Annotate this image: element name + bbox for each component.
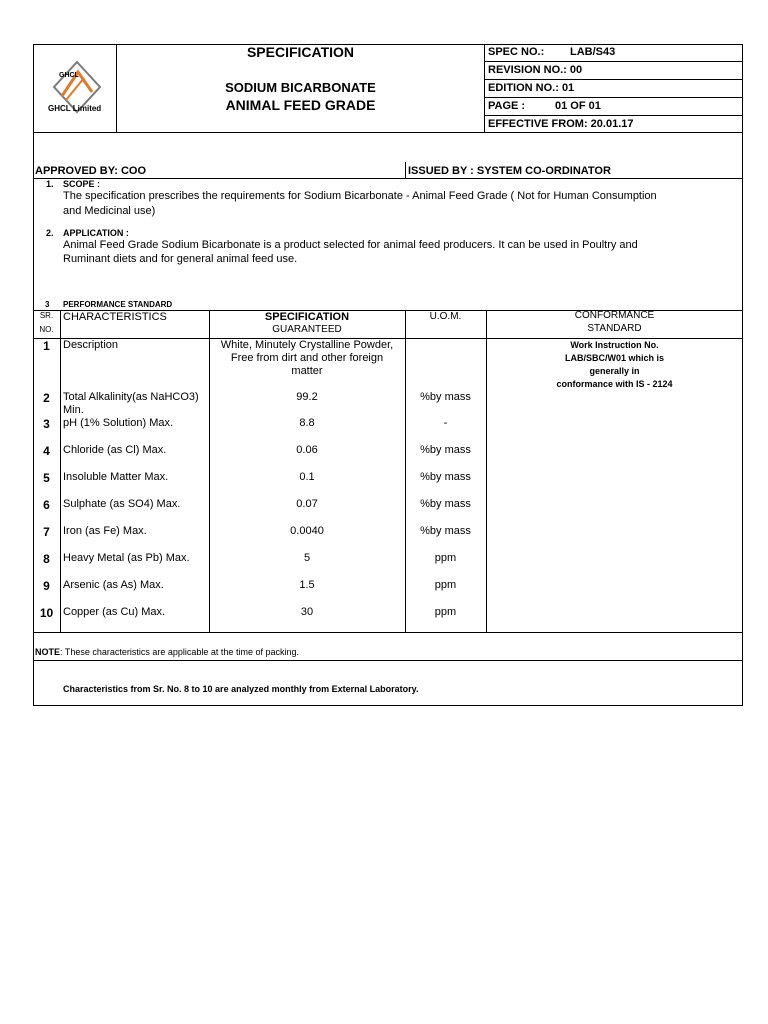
row-characteristic: Total Alkalinity(as NaHCO3)	[63, 391, 199, 403]
row-characteristic: Arsenic (as As) Max.	[63, 579, 164, 591]
row-number: 9	[43, 579, 50, 593]
scope-text-line-2: and Medicinal use)	[63, 205, 156, 217]
row-number: 8	[43, 552, 50, 566]
row-spec: 0.06	[296, 444, 318, 456]
divider	[33, 632, 743, 633]
note	[35, 647, 299, 657]
header-uom: U.O.M.	[429, 311, 462, 322]
row-number: 10	[39, 606, 54, 620]
divider	[484, 115, 743, 116]
approved-by: APPROVED BY: COO	[35, 165, 147, 177]
spec-no-label: SPEC NO.:	[488, 46, 545, 58]
conformance-line-1: Work Instruction No.	[570, 340, 659, 350]
row-uom: ppm	[434, 606, 457, 618]
row-uom: %by mass	[420, 391, 471, 403]
conformance-line-3: generally in	[589, 366, 640, 376]
row-characteristic: Description	[63, 339, 119, 351]
row-number: 2	[43, 391, 50, 405]
row-characteristic: Copper (as Cu) Max.	[63, 606, 166, 618]
product-name: SODIUM BICARBONATE	[225, 80, 376, 95]
application-text-line-1: Animal Feed Grade Sodium Bicarbonate is a product selected for animal feed producers. It can be used in Poultry and	[63, 239, 638, 251]
row-number: 4	[43, 444, 50, 458]
row-uom: ppm	[434, 552, 457, 564]
product-grade: ANIMAL FEED GRADE	[225, 97, 376, 113]
row-spec: 0.07	[296, 498, 318, 510]
conformance-line-4: conformance with IS - 2124	[556, 379, 673, 389]
page-label: PAGE :	[488, 100, 526, 112]
row-characteristic: Sulphate (as SO4) Max.	[63, 498, 181, 510]
row-characteristic: Heavy Metal (as Pb) Max.	[63, 552, 190, 564]
header-specification: SPECIFICATION	[264, 311, 350, 323]
row-number: 6	[43, 498, 50, 512]
scope-heading: SCOPE :	[63, 179, 101, 189]
row-spec-line-2: Free from dirt and other foreign	[230, 352, 384, 364]
row-number: 7	[43, 525, 50, 539]
edition-no: EDITION NO.: 01	[488, 82, 575, 94]
performance-heading: PERFORMANCE STANDARD	[63, 300, 173, 309]
row-number: 1	[43, 339, 50, 353]
row-spec-line-1: White, Minutely Crystalline Powder,	[220, 339, 394, 351]
row-spec: 30	[300, 606, 314, 618]
note-text: : These characteristics are applicable at the time of packing.	[60, 647, 299, 657]
row-uom: ppm	[434, 579, 457, 591]
row-number: 3	[43, 417, 50, 431]
note-label: NOTE	[35, 647, 61, 657]
row-spec: 99.2	[296, 391, 318, 403]
document-title: SPECIFICATION	[246, 44, 355, 60]
row-characteristic-cont: Min.	[63, 404, 84, 416]
divider	[405, 162, 406, 178]
logo-mark-text: GHCL	[59, 72, 79, 79]
row-uom: %by mass	[420, 498, 471, 510]
revision-no: REVISION NO.: 00	[488, 64, 583, 76]
row-characteristic: Chloride (as Cl) Max.	[63, 444, 167, 456]
header-no: NO.	[39, 325, 54, 334]
row-characteristic: Iron (as Fe) Max.	[63, 525, 147, 537]
header-sr: SR.	[39, 311, 54, 320]
row-uom: %by mass	[420, 525, 471, 537]
divider	[33, 132, 743, 133]
row-characteristic: pH (1% Solution) Max.	[63, 417, 174, 429]
row-spec: 0.0040	[290, 525, 324, 537]
page-value: 01 OF 01	[555, 100, 601, 112]
footer-note: Characteristics from Sr. No. 8 to 10 are analyzed monthly from External Laboratory.	[63, 684, 419, 694]
divider	[33, 660, 743, 661]
row-uom: %by mass	[420, 471, 471, 483]
application-text-line-2: Ruminant diets and for general animal feed use.	[63, 253, 298, 265]
row-spec: 5	[303, 552, 311, 564]
row-spec: 1.5	[299, 579, 315, 591]
header-standard: STANDARD	[587, 323, 642, 334]
row-spec: 8.8	[299, 417, 315, 429]
company-name: GHCL Limited	[48, 104, 102, 113]
scope-text-line-1: The specification prescribes the requirements for Sodium Bicarbonate - Animal Feed Grade ( Not for Human Consumption	[63, 190, 657, 202]
application-number: 2.	[46, 228, 54, 238]
divider	[484, 97, 743, 98]
row-number: 5	[43, 471, 50, 485]
divider	[484, 44, 485, 132]
conformance-line-2: LAB/SBC/W01 which is	[564, 353, 664, 363]
divider	[484, 79, 743, 80]
application-heading: APPLICATION :	[63, 228, 129, 238]
issued-by: ISSUED BY : SYSTEM CO-ORDINATOR	[408, 165, 611, 177]
performance-number: 3	[45, 300, 50, 309]
row-uom: -	[443, 417, 448, 429]
row-spec: 0.1	[299, 471, 315, 483]
scope-number: 1.	[46, 179, 54, 189]
row-uom: %by mass	[420, 444, 471, 456]
header-characteristics: CHARACTERISTICS	[63, 311, 167, 323]
header-conformance: CONFORMANCE	[574, 310, 655, 321]
effective-date: EFFECTIVE FROM: 20.01.17	[488, 118, 634, 130]
header-guaranteed: GUARANTEED	[272, 324, 342, 335]
row-characteristic: Insoluble Matter Max.	[63, 471, 169, 483]
divider	[484, 61, 743, 62]
spec-no-value: LAB/S43	[570, 46, 616, 58]
divider	[33, 178, 743, 179]
divider	[60, 310, 61, 632]
row-spec-line-3: matter	[291, 365, 323, 377]
